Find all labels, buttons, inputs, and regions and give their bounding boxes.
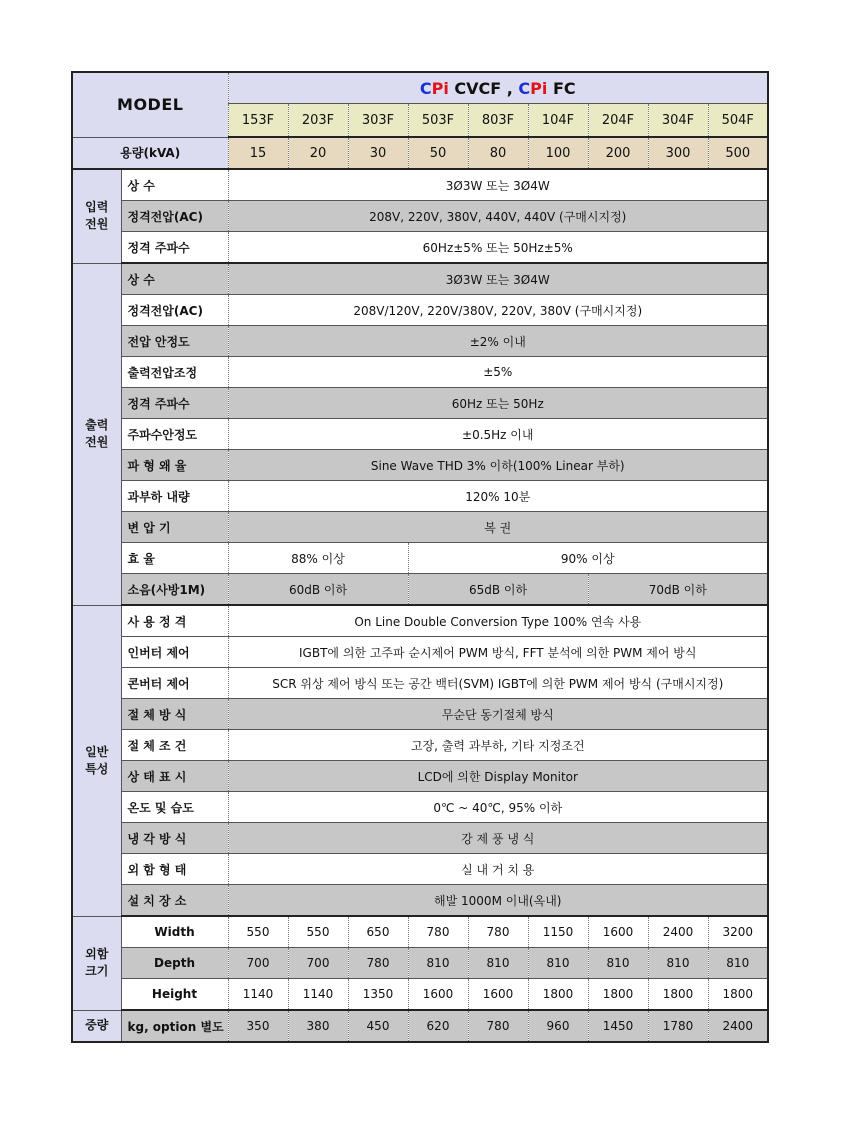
spec-label: 효 율: [121, 543, 228, 574]
capacity-value: 500: [708, 137, 768, 169]
spec-label: 설 치 장 소: [121, 885, 228, 917]
model-code: 503F: [408, 104, 468, 138]
series-cpi-c: C: [419, 78, 432, 98]
spec-label: 전압 안정도: [121, 326, 228, 357]
capacity-value: 100: [528, 137, 588, 169]
dimension-value: 1800: [528, 979, 588, 1011]
spec-value: 0℃ ~ 40℃, 95% 이하: [228, 792, 768, 823]
spec-value: ±5%: [228, 357, 768, 388]
spec-value: 무순단 동기절체 방식: [228, 699, 768, 730]
dimension-value: 550: [228, 916, 288, 948]
spec-value: 복 권: [228, 512, 768, 543]
spec-label: 상 수: [121, 169, 228, 201]
spec-label: 정격전압(AC): [121, 295, 228, 326]
noise-value: 60dB 이하: [228, 574, 408, 606]
spec-value: 3Ø3W 또는 3Ø4W: [228, 169, 768, 201]
dimension-label: Depth: [121, 948, 228, 979]
series-cpi-pi-2: Pi: [530, 78, 548, 98]
model-code: 203F: [288, 104, 348, 138]
dimension-value: 780: [468, 916, 528, 948]
efficiency-high: 90% 이상: [408, 543, 768, 574]
spec-label: 콘버터 제어: [121, 668, 228, 699]
dimension-value: 1800: [648, 979, 708, 1011]
dimension-value: 2400: [648, 916, 708, 948]
dimension-value: 810: [588, 948, 648, 979]
spec-value: 120% 10분: [228, 481, 768, 512]
section-general: [72, 605, 121, 916]
capacity-label: 용량(kVA): [72, 137, 228, 169]
weight-label: kg, option 별도: [121, 1010, 228, 1042]
spec-value: 실 내 거 치 용: [228, 854, 768, 885]
capacity-value: 200: [588, 137, 648, 169]
spec-value: On Line Double Conversion Type 100% 연속 사용: [228, 605, 768, 637]
spec-label: 소음(사방1M): [121, 574, 228, 606]
spec-label: 외 함 형 태: [121, 854, 228, 885]
dimension-value: 1140: [228, 979, 288, 1011]
capacity-value: 30: [348, 137, 408, 169]
spec-label: 상 태 표 시: [121, 761, 228, 792]
weight-value: 620: [408, 1010, 468, 1042]
spec-label: 온도 및 습도: [121, 792, 228, 823]
spec-label: 주파수안정도: [121, 419, 228, 450]
section-weight: 중량: [72, 1010, 121, 1042]
weight-value: 1450: [588, 1010, 648, 1042]
spec-value: 60Hz±5% 또는 50Hz±5%: [228, 232, 768, 264]
spec-label: 상 수: [121, 263, 228, 295]
noise-value: 70dB 이하: [588, 574, 768, 606]
section-general-title: 일반 특성: [85, 744, 109, 776]
capacity-value: 80: [468, 137, 528, 169]
spec-label: 절 체 조 건: [121, 730, 228, 761]
weight-value: 2400: [708, 1010, 768, 1042]
spec-label: 인버터 제어: [121, 637, 228, 668]
weight-value: 380: [288, 1010, 348, 1042]
model-code: 104F: [528, 104, 588, 138]
dimension-value: 1350: [348, 979, 408, 1011]
spec-label: 출력전압조정: [121, 357, 228, 388]
spec-label: 변 압 기: [121, 512, 228, 543]
spec-label: 절 체 방 식: [121, 699, 228, 730]
series-cpi-c-2: C: [518, 78, 531, 98]
spec-value: 3Ø3W 또는 3Ø4W: [228, 263, 768, 295]
section-input-power: [72, 169, 121, 263]
spec-value: Sine Wave THD 3% 이하(100% Linear 부하): [228, 450, 768, 481]
weight-value: 450: [348, 1010, 408, 1042]
weight-value: 350: [228, 1010, 288, 1042]
spec-value: 강 제 풍 냉 식: [228, 823, 768, 854]
dimension-value: 810: [468, 948, 528, 979]
capacity-value: 50: [408, 137, 468, 169]
series-cpi-pi: Pi: [431, 78, 449, 98]
dimension-value: 1150: [528, 916, 588, 948]
section-output-title: 출력 전원: [85, 418, 109, 449]
dimension-value: 700: [228, 948, 288, 979]
dimension-value: 1600: [408, 979, 468, 1011]
model-code: 803F: [468, 104, 528, 138]
capacity-value: 15: [228, 137, 288, 169]
dimension-value: 1600: [468, 979, 528, 1011]
spec-value: ±0.5Hz 이내: [228, 419, 768, 450]
spec-value: ±2% 이내: [228, 326, 768, 357]
model-code: 204F: [588, 104, 648, 138]
section-dimensions: [72, 916, 121, 1010]
spec-value: 해발 1000M 이내(옥내): [228, 885, 768, 917]
dimension-value: 780: [348, 948, 408, 979]
series-title: [228, 72, 768, 104]
series-text: CVCF ,: [448, 78, 519, 98]
model-header: MODEL: [72, 72, 228, 137]
spec-label: 정격 주파수: [121, 388, 228, 419]
spec-value: 고장, 출력 과부하, 기타 지정조건: [228, 730, 768, 761]
dimension-value: 1800: [588, 979, 648, 1011]
section-output-power: [72, 263, 121, 605]
spec-label: 사 용 정 격: [121, 605, 228, 637]
model-code: 153F: [228, 104, 288, 138]
capacity-value: 300: [648, 137, 708, 169]
dimension-value: 810: [528, 948, 588, 979]
noise-value: 65dB 이하: [408, 574, 588, 606]
spec-table: [71, 71, 769, 1043]
dimension-value: 1600: [588, 916, 648, 948]
dimension-value: 810: [708, 948, 768, 979]
spec-value: LCD에 의한 Display Monitor: [228, 761, 768, 792]
dimension-value: 550: [288, 916, 348, 948]
spec-value: IGBT에 의한 고주파 순시제어 PWM 방식, FFT 분석에 의한 PWM 제어 방식: [228, 637, 768, 668]
model-code: 504F: [708, 104, 768, 138]
dimension-value: 810: [408, 948, 468, 979]
section-dimensions-title: 외함 크기: [85, 947, 109, 978]
spec-label: 과부하 내량: [121, 481, 228, 512]
weight-value: 960: [528, 1010, 588, 1042]
spec-value: 60Hz 또는 50Hz: [228, 388, 768, 419]
section-input-title: 입력 전원: [85, 200, 109, 232]
capacity-value: 20: [288, 137, 348, 169]
dimension-label: Height: [121, 979, 228, 1011]
dimension-value: 650: [348, 916, 408, 948]
spec-value: 208V/120V, 220V/380V, 220V, 380V (구매시지정): [228, 295, 768, 326]
spec-label: 정격 주파수: [121, 232, 228, 264]
dimension-value: 700: [288, 948, 348, 979]
dimension-label: Width: [121, 916, 228, 948]
spec-value: SCR 위상 제어 방식 또는 공간 백터(SVM) IGBT에 의한 PWM 제어 방식 (구매시지정): [228, 668, 768, 699]
series-text-2: FC: [547, 78, 576, 98]
dimension-value: 1800: [708, 979, 768, 1011]
weight-value: 1780: [648, 1010, 708, 1042]
dimension-value: 1140: [288, 979, 348, 1011]
model-code: 303F: [348, 104, 408, 138]
spec-label: 냉 각 방 식: [121, 823, 228, 854]
efficiency-low: 88% 이상: [228, 543, 408, 574]
model-code: 304F: [648, 104, 708, 138]
spec-value: 208V, 220V, 380V, 440V, 440V (구매시지정): [228, 201, 768, 232]
dimension-value: 780: [408, 916, 468, 948]
dimension-value: 810: [648, 948, 708, 979]
spec-label: 정격전압(AC): [121, 201, 228, 232]
weight-value: 780: [468, 1010, 528, 1042]
spec-label: 파 형 왜 율: [121, 450, 228, 481]
dimension-value: 3200: [708, 916, 768, 948]
